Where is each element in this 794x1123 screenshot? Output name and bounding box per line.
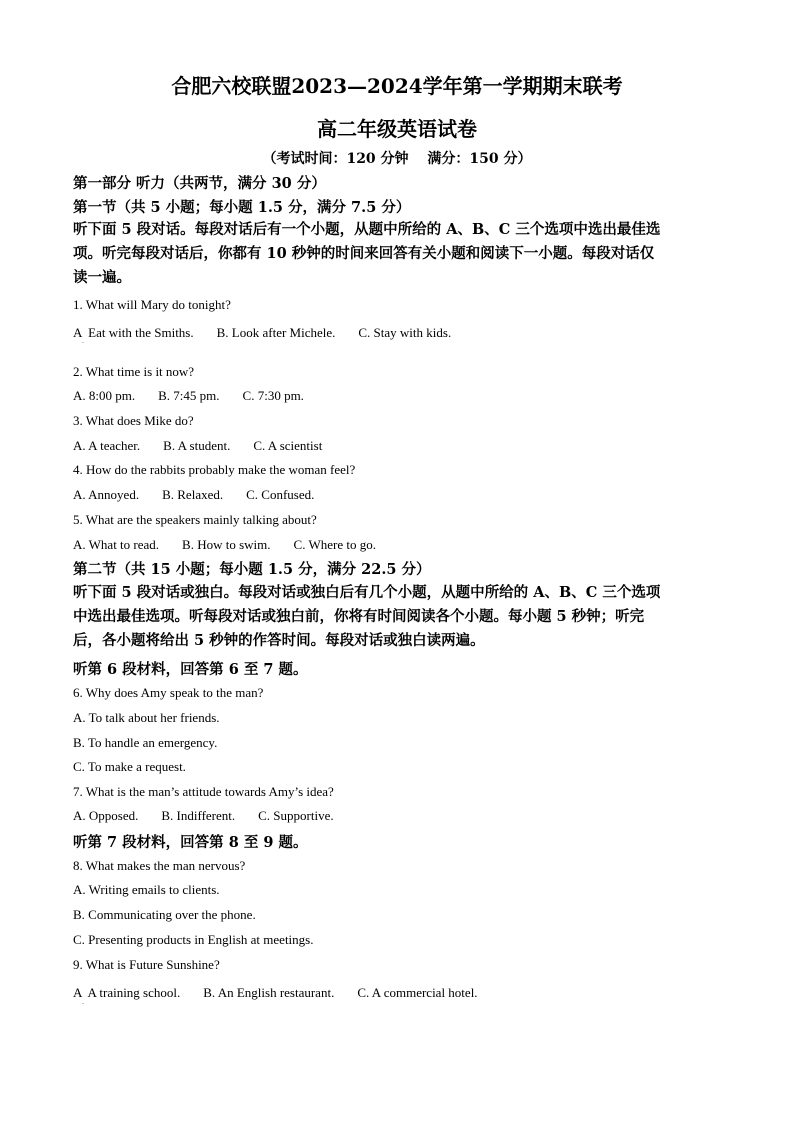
question-5-option-c: C. Where to go. (293, 537, 376, 552)
question-2-option-b: B. 7:45 pm. (158, 388, 220, 403)
question-4-option-a: A. Annoyed. (73, 487, 140, 502)
question-9-option-a: A A training school. (73, 985, 181, 1000)
part1-heading: 第一部分 听力（共两节，满分 30 分） (73, 175, 326, 192)
question-5-option-a: A. What to read. (73, 537, 160, 552)
question-6-option-c: C. To make a request. (73, 759, 186, 774)
question-1-stem: 1. What will Mary do tonight? (73, 297, 231, 312)
section2-heading: 第二节（共 15 小题；每小题 1.5 分，满分 22.5 分） (73, 561, 431, 578)
question-1-option-a: A Eat with the Smiths. (73, 325, 194, 340)
question-3-option-b: B. A student. (163, 438, 231, 453)
question-3-stem: 3. What does Mike do? (73, 413, 194, 428)
question-7-options (73, 808, 334, 824)
question-9-option-b: B. An English restaurant. (203, 985, 335, 1000)
question-2-options (73, 388, 304, 404)
exam-title-line1: 合肥六校联盟2023—2024学年第一学期期末联考 (171, 74, 623, 98)
question-3-option-c: C. A scientist (253, 438, 323, 453)
stray-dot: · (82, 1001, 84, 1008)
question-9-stem: 9. What is Future Sunshine? (73, 957, 220, 972)
question-4-option-c: C. Confused. (246, 487, 315, 502)
exam-title-line2: 高二年级英语试卷 (317, 117, 477, 141)
question-7-option-c: C. Supportive. (258, 808, 334, 823)
question-1-option-b: B. Look after Michele. (216, 325, 336, 340)
exam-time-score: （考试时间：120 分钟 满分：150 分） (262, 151, 532, 167)
section1-instruction-line1: 听下面 5 段对话。每段对话后有一个小题，从题中所给的 A、B、C 三个选项中选出最佳选 (73, 221, 661, 238)
question-5-option-b: B. How to swim. (182, 537, 271, 552)
section2-instructions (73, 581, 713, 653)
question-8-stem: 8. What makes the man nervous? (73, 858, 246, 873)
question-6-stem: 6. Why does Amy speak to the man? (73, 685, 264, 700)
question-1-option-c: C. Stay with kids. (358, 325, 452, 340)
question-5-options (73, 537, 376, 553)
question-2-option-a: A. 8:00 pm. (73, 388, 136, 403)
question-2-stem: 2. What time is it now? (73, 364, 195, 379)
section1-instructions (73, 218, 713, 290)
stray-dot: · (82, 340, 84, 347)
section2-instruction-line3: 后，各小题将给出 5 秒钟的作答时间。每段对话或独白读两遍。 (73, 632, 485, 649)
question-4-options (73, 487, 314, 503)
question-1-options (73, 325, 451, 341)
material-6-heading: 听第 6 段材料，回答第 6 至 7 题。 (73, 661, 308, 678)
question-8-option-c: C. Presenting products in English at meetings. (73, 932, 314, 947)
question-4-option-b: B. Relaxed. (162, 487, 224, 502)
question-7-option-b: B. Indifferent. (161, 808, 236, 823)
section2-instruction-line2: 中选出最佳选项。听每段对话或独白前，你将有时间阅读各个小题。每小题 5 秒钟；听完 (73, 608, 645, 625)
material-7-heading: 听第 7 段材料，回答第 8 至 9 题。 (73, 834, 308, 851)
question-8-option-a: A. Writing emails to clients. (73, 882, 220, 897)
question-6-option-b: B. To handle an emergency. (73, 735, 218, 750)
section1-heading: 第一节（共 5 小题；每小题 1.5 分，满分 7.5 分） (73, 199, 411, 216)
question-4-stem: 4. How do the rabbits probably make the woman feel? (73, 462, 356, 477)
section1-instruction-line2: 项。听完每段对话后，你都有 10 秒钟的时间来回答有关小题和阅读下一小题。每段对话仅 (73, 245, 655, 262)
question-3-option-a: A. A teacher. (73, 438, 141, 453)
question-5-stem: 5. What are the speakers mainly talking about? (73, 512, 317, 527)
section1-instruction-line3: 读一遍。 (73, 269, 131, 286)
question-7-option-a: A. Opposed. (73, 808, 139, 823)
question-9-option-c: C. A commercial hotel. (357, 985, 478, 1000)
question-6-option-a: A. To talk about her friends. (73, 710, 220, 725)
section2-instruction-line1: 听下面 5 段对话或独白。每段对话或独白后有几个小题，从题中所给的 A、B、C 三个选项 (73, 584, 661, 601)
question-2-option-c: C. 7:30 pm. (242, 388, 304, 403)
question-3-options (73, 438, 322, 454)
question-7-stem: 7. What is the man’s attitude towards Amy’s idea? (73, 784, 334, 799)
question-9-options (73, 985, 478, 1001)
question-8-option-b: B. Communicating over the phone. (73, 907, 256, 922)
